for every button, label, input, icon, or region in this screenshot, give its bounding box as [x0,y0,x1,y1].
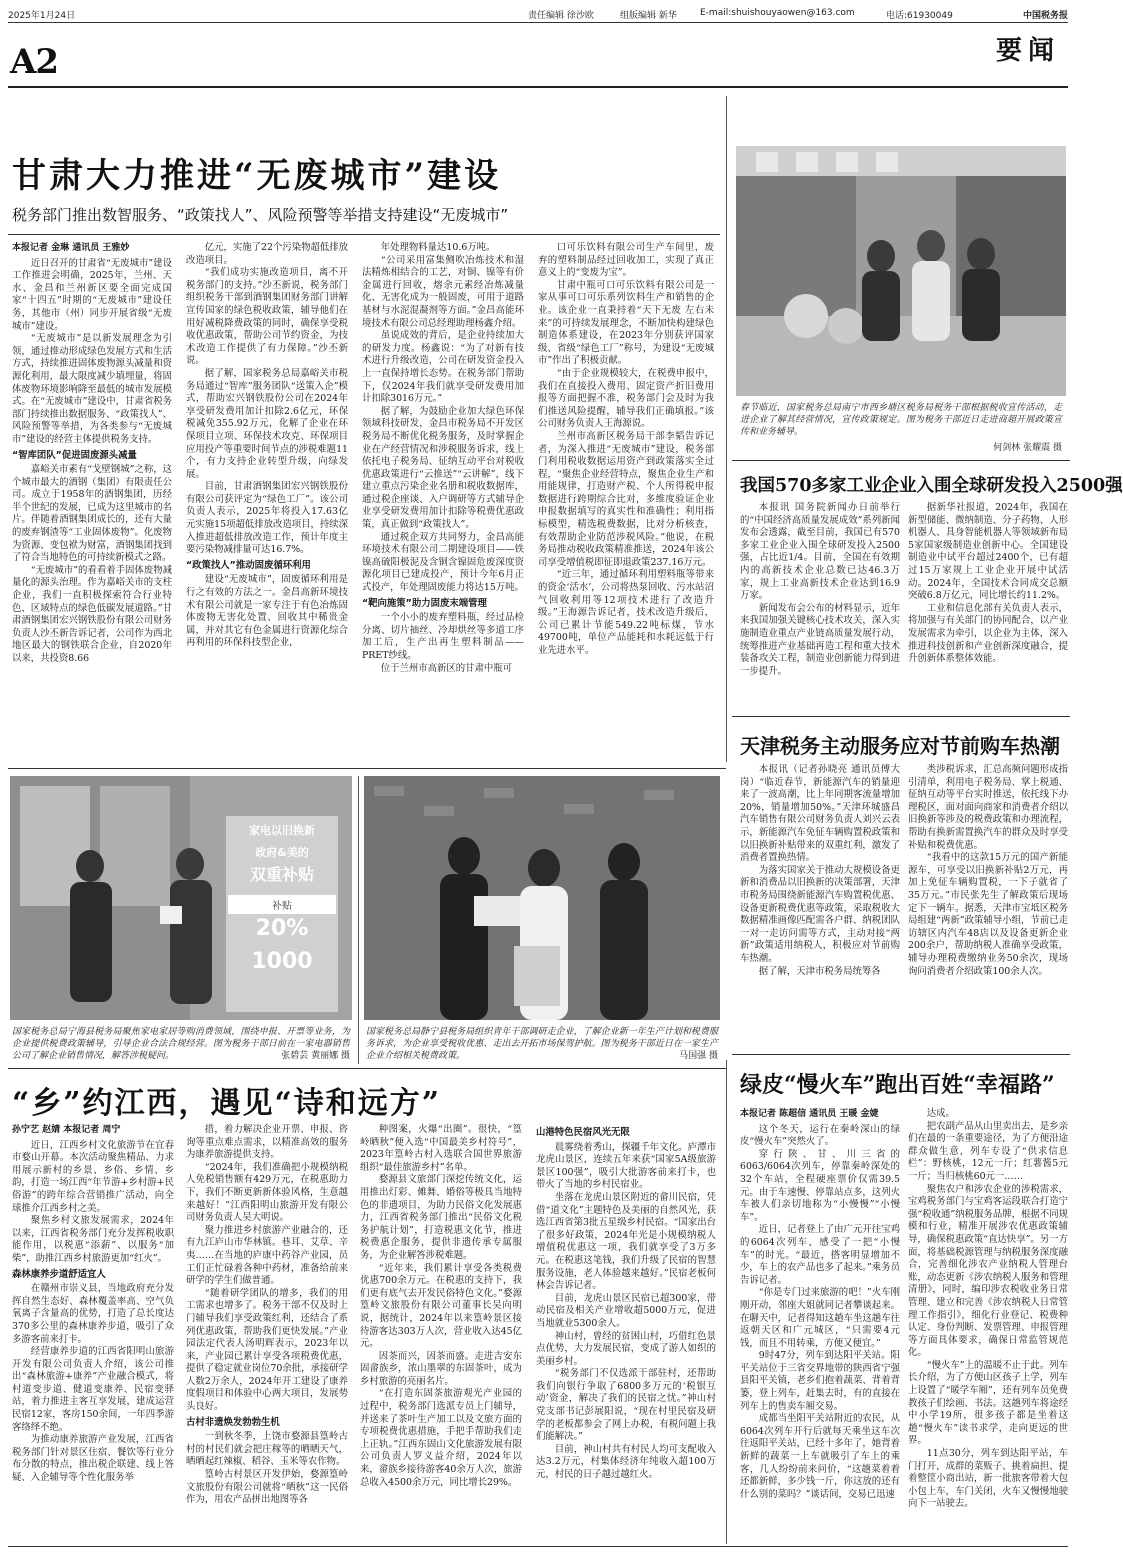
article-paragraph: 把农副产品从山里卖出去，是乡亲们在最的一条重要途径，为了方便沿途群众做生意，列车专设了“供求信息栏”：野核桃，12元一斤；红薯酱5元一斤；当归核桃60元一…… [908,1120,1068,1182]
bottom-column-divider [726,1060,727,1544]
mid-divider-bottom [8,1068,726,1069]
market-photo-illustration [736,146,1066,396]
right-divider-1 [732,460,1070,461]
article-paragraph: “我看中的这款15万元的国产新能源车，可享受以旧换新补贴2万元，再加上免征车辆购置税，一下子就省了35万元。”市民张先生了解政策后现场定下一辆车。据悉，天津市宝坻区税务局组建“两新”政策辅导小组，节前已走访辖区内汽车48店以及设备更新企业200余户，帮助纳税人准确享受政策，辅导办理税费缴纳业务50余次，现场询问消费者介绍政策100余人次。 [908,852,1068,977]
section-title: 要闻 [995,36,1060,66]
article-paragraph: 这个冬天，运行在秦岭深山的绿皮“慢火车”突然火了。 [740,1123,900,1148]
article-paragraph: “随着研学团队的增多，我们的用工需求也增多了。税务干部不仅及时上门辅导我们享受政策红利，还结合了系列优惠政策，帮助我们更快发展。”产业园法定代表人汤明辉表示，2023年以来，产业园已累计享受各项税费优惠，提供了稳定就业岗位70余批，承接研学人数2万余人，2024年开工建设了康养度假项目和体验中心两大项目，发展势头良好。 [186,1287,348,1413]
tianjin-column-1 [740,764,900,1048]
jiangxi-column-2 [186,1124,348,1544]
article-paragraph: “在打造东固茶旅游观光产业园的过程中，税务部门选派专员上门辅导，并送来了茶叶生产加工以及文旅方面的专项税费优惠措施，手把手帮助我们走上正轨。”江西东固山文化旅游发展有限公司负责人罗义益介绍，2024年以来，畲族乡接待游客40余万人次，旅游总收入4500余万元，同比增长29%。 [360,1388,522,1488]
article-paragraph: 兰州市高新区税务局干部李韬告诉记者，为深入推进“无废城市”建设，税务部门利用税收数据运用资产到政策落实全过程，“聚焦企业经营特点，聚焦企业生产和用能规律，打造财产税、个人所得税申报数据进行跨期综合比对，多维度验证企业申报数据填写的真实性和准确性；利用指标模型，精选税费数据，比对分析核查，有效帮助企业防范涉税风险。”他说，在税务局推动税收政策精准推送，2024年该公司享受增值税即征即退政策237.16万元。 [538,430,714,568]
editor-credit: 责任编辑 徐沙欧 [528,11,594,21]
article-paragraph: 为推动康养旅游产业发展，江西省税务部门针对景区住宿、餐饮等行业分布分散的特点，推出税企联建、线上答疑、入企辅导等个性化服务举 [12,1434,174,1484]
promo-line-2: 政府&美的 [255,846,309,859]
article-paragraph: 聚力推进乡村旅游产业融合的，还有九江庐山市华林镇。巷耳、艾草、辛夷……在当地的庐康中药谷产业园，员工们正忙碌着各种中药材，准备给前来研学的学生们做普通。 [186,1224,348,1287]
article-paragraph: 口可乐饮料有限公司生产车间里，废弃的塑料制品经过回收加工，实现了真正意义上的“变废为宝”。 [538,242,714,279]
article-paragraph: 目前，龙虎山景区民宿已超300家，带动民宿及相关产业增收超5000万元，促进当地就业5300余人。 [536,1292,716,1329]
article-subheading: 森林康养步道舒适宜人 [12,1268,106,1280]
appliance-photo-caption [12,1026,350,1064]
jiangxi-column-1 [12,1124,174,1544]
issue-date: 2025年1月24日 [8,11,76,21]
rnd-column-1 [740,502,900,712]
article-paragraph: 据了解，为鼓励企业加大绿色环保领域科技研发，金昌市税务局不开发区税务局不断优化税务服务，及时掌握企业在产经营情况和涉税服务诉求，线上依托电子税务局、征纳互动平台对税收优惠政策进行“云推送”“云讲解”，线下建立重点污染企业名册和税收数据库，通过税企座谈、入户调研等方式辅导企业享受研发费用加计扣除等税费优惠政策，真正做到“政策找人”。 [362,405,524,531]
right-divider-2 [732,716,1070,717]
article-subheading: 山港特色民宿风光无限 [536,1127,630,1138]
article-paragraph: 一到秋冬季，上饶市婺源县篁岭古村的村民们就会把庄稼等的晒晒天气，晒晒起红辣椒、稻谷、玉米等农作物。 [186,1431,348,1468]
lead-subhead: 税务部门推出数智服务、“政策找人”、风险预警等举措支持建设“无废城市” [12,206,509,224]
rnd-column-2 [908,502,1068,712]
appliance-caption-text: 国家税务总局宁海县税务局聚焦家电家居等购消费领域，围绕申报、开票等业务，为企业提供税费政策辅导，引导企业合法合规经营。图为税务干部日前在一家电器销售公司了解企业销售情况，解答涉税疑问。 [12,1027,350,1061]
tianjin-headline: 天津税务主动服务应对节前购车热潮 [740,734,1060,758]
article-paragraph: 通过税企双方共同努力，金昌高能环境技术有限公司二期建设项目——铁镍高硫阳极泥及含铜含镍固危废深度资源化项目已建成投产，预计今年6月正式投产，年处理固废能力将达15万吨。 [362,531,524,594]
promo-subsidy-label: 补贴 [228,895,336,914]
lead-column-2 [186,242,348,762]
article-paragraph: 9时47分，列车到达阳平关站。阳平关站位于三省交界地带的陕西省宁强县阳平关镇，老乡们抱着蔬菜、背着背篓，登上列车，赶集去时，有的直接在列车上的售卖车厢交易。 [740,1350,900,1412]
article-paragraph: 婺源县文旅部门深挖传统文化，运用推出灯彩、傩舞、婚俗等极具当地特色的非遗项目，为助力民俗文化发展惠力，江西省税务部门推出“民俗文化税务护航计划”，打造税惠文化节，推进税费惠企服务，提供非遗传承专属服务，为企业解答涉税难题。 [360,1174,522,1261]
article-paragraph: 亿元，实施了22个污染物超低排放改造项目。 [186,242,348,266]
article-subheading: 古村非遗焕发勃勃生机 [186,1416,280,1428]
article-paragraph: 类涉税诉求，汇总高频问题形成指引清单，利用电子税务局、掌上税通、征纳互动等平台实时推送，依托线下办理税区，面对面向商家和消费者介绍以旧换新等涉及的税费政策和办理流程，帮助有换新需置换汽车的群众及时享受补贴和税费优惠。 [908,764,1068,851]
article-paragraph: 在赣州市崇义县，当地政府充分发挥自然生态好、森林覆盖率高、空气负氧离子含量高的优势，打造了总长度达370多公里的森林康养步道，吸引了众多游客前来打卡。 [12,1283,174,1345]
article-paragraph: 据新华社报道，2024年，我国在新型储能、微纳制造、分子药物、人形机器人、具身智能机器人等领域新布局5家国家级制造业创新中心。全国建设制造业中试平台超过2400个，已有超过15万家规上工业企业开展中试活动。2024年，全国技术合同成交总额突破6.8万亿元，同比增长约11.2%。 [908,502,1068,602]
market-photo-caption: 春节临近，国家税务总局南宁市西乡塘区税务局税务干部根据税收宣传活动，走进企业了解其经营情况，宣传政策规定。图为税务干部近日走进商超开展政策宣传和业务辅导。 [740,403,1062,437]
article-paragraph: 篁岭古村景区开发伊始，婺源篁岭文旅股份有限公司就将“晒秋”这一民俗作为，用农产品拼出地图等各 [186,1469,348,1506]
article-subheading: “智库团队”促进固废源头减量 [12,449,137,461]
article-paragraph: 坐落在龙虎山景区附近的畲川民宿，凭借“道文化”主题特色及美丽的自然风光，获选江西省第3批五星级乡村民宿。“国家出台了很多好政策，2024年光是小规模纳税人增值税优惠这一项，我们就享受了3万多元。在税惠这笔钱，我们升级了民宿的智慧服务设施，老人体验越来越好。”民宿老板何林会告诉记者。 [536,1191,716,1292]
article-paragraph: 成都当坐阳平关站附近的农民，从6064次列车开行后就每天乘坐这车次往返阳平关站，已经十多年了，她背着新鲜的蔬菜一上车就吸引了车上的乘客，几人纷纷前来问价，“这趟菜着着还都新鲜，多少钱一斤，你这放的还有什么别的菜吗？”谈话间，交易已迅速 [740,1413,900,1500]
lead-column-4 [538,242,714,762]
article-paragraph: “近三年，通过循环利用塑料瓶等带来的资金‘活水’，公司将热泵回收、污水站沼气回收利用等12项技术进行了改造升级。”王海源告诉记者，技术改造升级后，公司已累计节能549.22吨标煤，节水49700吨，单位产品能耗和水耗远低于行业先进水平。 [538,569,714,656]
article-paragraph: 为落实国家关于推动大规模设备更新和消费品以旧换新的决策部署，天津市税务局围绕新能源汽车购置税优惠、设备更新税费优惠等政策，采取税收大数据精准画像匹配需各户群、纳税团队一对一走访问需等方式，主动对接“两新”政策适用纳税人，积极应对节前购车热潮。 [740,864,900,964]
article-paragraph: 据了解，天津市税务局统筹各 [758,965,881,977]
article-paragraph: 措，着力解决企业开票、申报、咨询等重点难点需求，以精准高效的服务为康养旅游提供支持。 [186,1124,348,1161]
train-headline: 绿皮“慢火车”跑出百姓“幸福路” [740,1072,1055,1098]
article-subheading: “靶向施策”助力固废末端管理 [362,597,487,609]
masthead-bar [8,6,1068,23]
promo-percent: 20% [255,916,309,941]
appliance-store-photo [10,776,352,1020]
article-paragraph: 甘肃中瓶可口可乐饮料有限公司是一家从事可口可乐系列饮料生产和销售的企业。该企业一直秉持着“天下无废 左右未来”的可持续发展理念，不断加快构建绿色制造体系建设，在2023年分别获评国家级、省级“绿色工厂”称号，为建设“无废城市”作出了积极贡献。 [538,279,714,367]
article-paragraph: 新闻发布会公布的材料显示，近年来我国加强关键核心技术攻关，深入实施制造业重点产业链高质量发展行动，统筹推进产业基础再造工程和重大技术装备攻关工程，制造业创新能力得到进一步提升。 [740,602,900,677]
tianjin-column-2 [908,764,1068,1048]
right-divider-3 [732,1054,1070,1055]
lead-headline: 甘肃大力推进“无废城市”建设 [12,156,502,196]
promo-amount: 1000 [251,949,313,974]
article-paragraph: 目前，甘肃酒钢集团宏兴钢铁股份有限公司获评定为“绿色工厂”。该公司负责人表示，2025年将投入17.63亿元实施15项超低排放改造项目，持续深入推进超低排放改造工作，预计年度主要污染物减排量可达16.7%。 [186,481,348,556]
column-divider [726,96,727,762]
masthead-rule [8,86,1068,88]
lead-column-1 [12,242,172,762]
article-subheading: “政策找人”推动固废循环利用 [186,559,311,571]
article-paragraph: 晨雾绕着秀山，探疆千年文化。庐潭市龙虎山景区，连续五年来获“国家5A级旅游景区100强”，吸引大批游客前来打卡，也带火了当地的乡村民宿业。 [536,1141,716,1191]
article-paragraph: 虽说成效的背后，是企业持续加大的研发力度。杨鑫说：“为了对新有技术进行升级改造，公司在研发资金投入上一直保持增长态势。在税务部门帮助下，仅2024年我们就享受研发费用加计扣除3016万元。” [362,330,524,405]
article-paragraph: 本报讯 国务院新闻办日前举行的“中国经济高质量发展成效”系列新闻发布会透露，截至目前，我国已有570多家工业企业入围全球研发投入2500强，占比近1/4。目前，全国在有效期内的高新技术企业总数已达46.3万家，规上工业高新技术企业达到16.9万家。 [740,502,900,602]
mid-divider-top [8,768,726,769]
consult-photo-credit: 马国强 摄 [679,1051,718,1061]
article-paragraph: 神山村，曾经的贫困山村，巧借红色景点优势，大力发展民宿，变成了游人如织的美丽乡村。 [536,1330,716,1367]
train-column-1 [740,1108,900,1544]
tax-consult-illustration [364,776,720,1020]
article-paragraph: 达成。 [926,1108,955,1119]
article-paragraph: “你是专门过来旅游的吧！”火车刚刚开动，邻座大姐就同记者攀谈起来。在聊天中，记者得知这趟车坐这趟车往返朝天区和广元城区，“只需要4元钱，而且不用转乘，方便又便宜。” [740,1287,900,1349]
article-paragraph: “公司采用富集侧吹冶炼技术和湿法精炼相结合的工艺，对铜、镍等有价金属进行回收，熔余元素经冶炼减量化、无害化成为一般固废，可用于道路基材与水泥混凝剂等方面。”金昌高能环境技术有限公司总经理助理杨鑫介绍。 [362,254,524,329]
article-paragraph: 建设“无废城市”，固废循环利用是行之有效的方法之一。金昌高新环境技术有限公司就是一家专注于有色冶炼固体废物无害化处置、回收其中稀贵金属，并对其它有色金属进行资源化综合再利用的环保科技型企业， [186,574,348,649]
article-paragraph: 一个小小的废弃塑料瓶，经过品检分离、切片抽丝、冷却烘丝等多道工序加工后，生产出再生塑料制品——PRET纱线。 [362,612,524,661]
article-paragraph: 穿行陕、甘、川三省的6063/6064次列车，停靠秦岭深处的32个车站，全程硬座票价仅需39.5元。由于车速慢、停靠站点多，这列火车被人们亲切地称为“小慢慢”“小慢车”。 [740,1148,900,1223]
page-bottom-rule [8,1546,1068,1547]
jiangxi-byline: 孙宁艺 赵婧 本报记者 周宁 [12,1125,121,1135]
article-paragraph: 嘉峪关市素有“戈壁钢城”之称，这个城市最大的酒钢（集团）有限责任公司。成立于1958年的酒钢集团，历经半个世纪的发展，已成为这里城市的名片。伴随着酒钢集团成长的，还有大量的废弃钢渣等“工业固体废物”。化废物为资源、变包袱为财富，酒钢集团找到了符合当地特色的可持续新模式之路。 [12,464,172,564]
promo-line-1: 家电以旧换新 [249,824,315,837]
appliance-photo-credit: 张碧芸 黄丽娜 摄 [281,1051,350,1061]
article-paragraph: 种图案，火爆“出圈”。很快，“篁岭晒秋”便入选“中国最美乡村符号”，2023年篁岭古村入选联合国世界旅游组织“最佳旅游乡村”名单。 [360,1124,522,1173]
article-paragraph: 据了解，国家税务总局嘉峪关市税务局通过“智库”服务团队“送策入企”模式，帮助宏兴钢铁股份公司在2024年享受研发费用加计扣除2.6亿元，环保税减免355.92万元，化解了企业在环保项目立项、环保技术攻克、环保项目应用投产等重要时间节点的涉税难题11个，有力支持企业转型升级，向绿发展。 [186,367,348,480]
contact-phone: 电话:61930049 [886,11,953,21]
tax-consult-photo [364,776,720,1020]
article-paragraph: 聚焦乡村文旅发展需求，2024年以来，江西省税务部门充分发挥税收职能作用，以税惠“添薪”、以服务“加柴”，助推江西乡村旅游更加“红火”。 [12,1215,174,1264]
market-photo [736,146,1066,396]
promo-line-3: 双重补贴 [249,865,314,884]
lead-column-3 [362,242,524,762]
article-paragraph: “税务部门不仅选派干部驻村，还帮助我们向银行争取了6800多万元的‘税银互动’资金，解决了我们的民宿之忧。”神山村党支部书记彭展阳说，“现在村里民宿及研学的老板都参会了网上办税，有税问题上我们能解决。” [536,1368,716,1443]
consult-caption-text: 国家税务总局静宁县税务局组织青年干部调研走企业，了解企业新一年生产计划和税费服务诉求，为企业享受税收优惠、走出去开拓市场保驾护航。图为税务干部近日在一家生产企业介绍相关税费政策。 [366,1027,718,1061]
jiangxi-column-4 [536,1124,716,1544]
train-byline: 本报记者 陈超信 通讯员 王暖 金婕 [740,1109,879,1119]
article-paragraph: 本报讯（记者孙晓亮 通讯员傅大岗）“临近春节，新能源汽车的销量迎来了一波高潮，比上年同期客流量增加20%，销量增加50%。”天津环城盛昌汽车销售有限公司财务负责人刘兴云表示，新能源汽车免征车辆购置税政策和以旧换新补贴带来的双重红利，激发了消费者置换热情。 [740,764,900,864]
promo-board [228,822,336,974]
photo-divider [358,776,359,1064]
jiangxi-headline: “乡”约江西，遇见“诗和远方” [12,1086,442,1121]
train-column-2 [908,1108,1068,1544]
article-paragraph: 工业和信息化部有关负责人表示，将加强与有关部门的协同配合，以产业发展需求为牵引，以企业为主体，深入推进科技创新和产业创新深度融合，提升创新体系整体效能。 [908,602,1068,665]
article-paragraph: 经营康养步道的江西省阳明山旅游开发有限公司负责人介绍，该公司推出“森林旅游+康养”产业融合模式，将村道变步道、健道变康养、民宿变驿站，着力推进主客互享发展，建成运营民宿12家，客房150余间，一年四季游客络绎不绝。 [12,1346,174,1433]
article-paragraph: 11点30分，列车到达阳平站，车门打开，成群的菜贩子、挑着扁担、提着整筐小商出站，新一批旅客带着大包小包上车，车门关闭，火车又慢慢地驶向下一站驶去。 [908,1448,1068,1510]
article-paragraph: “无废城市”是以新发展理念为引领，通过推动形成绿色发展方式和生活方式，持续推进固体废物源头减量和资源化利用，最大限度减少填埋量，将固体废物环境影响降至最低的城市发展模式。在“无废城市”建设中，甘肃省税务部门持续推出数据服务、“政策找人”、风险预警等举措，为各类参与“无废城市”建设的经营主体提供税务支持。 [12,333,172,445]
article-paragraph: 因茶而兴，因茶而盛。走进吉安东固畲族乡，浓山墨翠的东固茶叶，成为乡村旅游的亮丽名片。 [360,1350,522,1387]
lead-byline: 本报记者 金琳 通讯员 王雅妙 [12,243,130,253]
article-paragraph: “近年来，我们累计享受各类税费优惠700余万元。在税惠的支持下，我们更有底气去开发民俗特色文化。”婺源篁岭文旅股份有限公司董事长吴向明说，据统计，2024年以来篁岭景区接待游客达303万人次，营业收入达45亿元。 [360,1262,522,1350]
jiangxi-column-3 [360,1124,522,1544]
consult-photo-caption [366,1026,718,1064]
article-paragraph: “2024年，我们准确把小规模纳税人免税销售额有429万元，在税惠助力下，我们不断更新新体验风格，生意越来越好！”江西阳明山旅游开发有限公司财务负责人吴大明说。 [186,1161,348,1224]
article-paragraph: 位于兰州市高新区的甘肃中瓶可 [380,662,513,674]
article-paragraph: “我们成功实施改造项目，离不开税务部门的支持。”沙丕新说，税务部门组织税务干部到酒钢集团财务部门讲解宣传国家的绿色税收政策，辅导他们在用好减税降费政策的同时，确保享受税收优惠政策，帮助公司节约资金，为技术改造工作提供了有力保障。”沙丕新说。 [186,267,348,367]
article-paragraph: “无废城市”的看看着手固体废物减量化的源头治理。作为嘉峪关市的支柱企业，我们一直积极探索符合行业特色、区域特点的绿色低碳发展道路。”甘肃酒钢集团宏兴钢铁股份有限公司财务负责人沙丕新告诉记者，公司作为西北地区最大的钢铁联合企业，自2020年以来，共投资8.66 [12,564,172,664]
page-number: A2 [10,42,59,82]
market-photo-credit: 何剑林 张耀震 摄 [993,443,1062,453]
contact-email[interactable]: E-mail:shuishouyaowen@163.com [700,8,855,18]
article-paragraph: 近日召开的甘肃省“无废城市”建设工作推进会明确，2025年，兰州、天水、金昌和兰州新区要全面完成国家“十四五”时期的“无废城市”建设任务，其他市（州）同步开展省级“无废城市”建设。 [12,257,172,332]
article-paragraph: 目前，神山村共有村民人均可支配收入达3.2万元，村集体经济年纯收入超100万元，村民的日子越过越红火。 [536,1443,716,1481]
article-paragraph: 近日，江西乡村文化旅游节在宜春市婺山开幕。本次活动聚焦精品、力求用展示新村的乡景、乡俗、乡情、乡韵，打造一场江西“年节游+乡村游+民俗游”的跨年综合营销推广活动，向全球推介江西乡村之美。 [12,1139,174,1214]
article-paragraph: 聚焦农户和涉农企业的涉税需求，宝鸡税务部门与宝鸡客运段联合打造宁强“税收通”纳税服务品牌，根据不同规模和行业，精准开展涉农优惠政策辅导，确保税惠政策“直达快享”。另一方面，将基础税源管理与纳税服务深度融合，完善细化涉农产业纳税人管理台账，动态更新《涉农纳税人服务和管理清册》，同时，编印涉农税收业务日常管理、建立和完善《涉农纳税人日常管理工作指引》，细化行业登记、税费种认定、身份判断、发票管理、申报管理等方面具体要求，确保日常监管规范化。 [908,1183,1068,1359]
rnd-headline: 我国570多家工业企业入围全球研发投入2500强 [740,476,1123,496]
article-paragraph: “慢火车”上的温暖不止于此。列车长介绍，为了方便山区孩子上学，列车上设置了“暖学车厢”，还有列车员免费教孩子们绘画、书法。这趟列车将途经中小学19所，很多孩子都是坐着这趟“慢火车”读书求学，走向更远的世界。 [908,1359,1068,1447]
layout-credit: 组版编辑 新华 [620,11,677,21]
paper-name: 中国税务报 [1022,11,1068,21]
article-paragraph: 近日，记者登上了由广元开往宝鸡的6064次列车，感受了一把“小慢车”的时光。“最近，搭客明显增加不少，车上的农产品也多了起来。”乘务员告诉记者。 [740,1224,900,1286]
article-paragraph: “由于企业规模较大，在税费申报中，我们在直接投入费用、固定资产折旧费用报等方面把握不准，税务部门会及时为我们推送风险提醒，辅导我们正确填报。”该公司财务负责人王海源说。 [538,367,714,430]
lead-divider [8,234,720,235]
article-paragraph: 年处理物料量达10.6万吨。 [380,242,496,253]
